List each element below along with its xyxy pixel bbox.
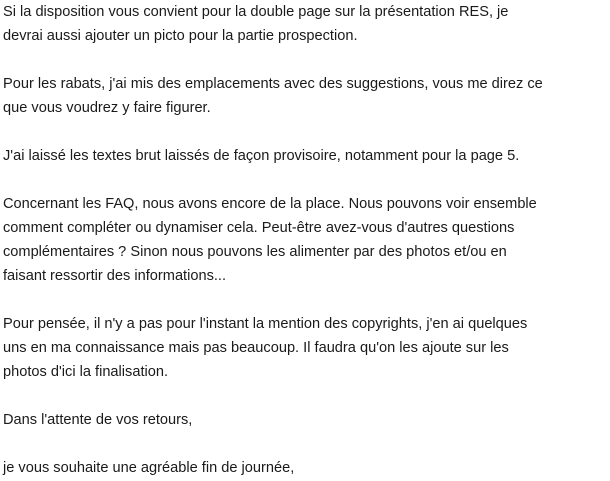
email-message-body (3, 0, 608, 480)
text-line: photos d'ici la finalisation. (3, 364, 169, 380)
paragraph-attente (3, 408, 608, 432)
paragraph-spacer (3, 120, 608, 144)
text-line: que vous voudrez y faire figurer. (3, 100, 211, 116)
paragraph-spacer (3, 384, 608, 408)
paragraph-spacer (3, 168, 608, 192)
text-line: uns en ma connaissance mais pas beaucoup. Il faudra qu'on les ajoute sur les (3, 340, 509, 356)
paragraph-picto (3, 0, 608, 48)
text-line: faisant ressortir des informations... (3, 268, 227, 284)
text-line: complémentaires ? Sinon nous pouvons les alimenter par des photos et/ou en (3, 244, 507, 260)
paragraph-rabats (3, 72, 608, 120)
paragraph-faq (3, 192, 608, 288)
text-line: Concernant les FAQ, nous avons encore de la place. Nous pouvons voir ensemble (3, 196, 537, 212)
paragraph-spacer (3, 432, 608, 456)
paragraph-copyrights (3, 312, 608, 384)
paragraph-spacer (3, 48, 608, 72)
paragraph-textes (3, 144, 608, 168)
text-line: Pour pensée, il n'y a pas pour l'instant la mention des copyrights, j'en ai quelques (3, 316, 528, 332)
text-line: je vous souhaite une agréable fin de journée, (3, 460, 295, 476)
paragraph-closing (3, 456, 608, 480)
text-line: devrai aussi ajouter un picto pour la partie prospection. (3, 28, 358, 44)
text-line: J'ai laissé les textes brut laissés de façon provisoire, notamment pour la page 5. (3, 148, 520, 164)
text-line: Pour les rabats, j'ai mis des emplacements avec des suggestions, vous me direz ce (3, 76, 543, 92)
text-line: Si la disposition vous convient pour la double page sur la présentation RES, je (3, 4, 509, 20)
text-line: Dans l'attente de vos retours, (3, 412, 193, 428)
text-line: comment compléter ou dynamiser cela. Peut-être avez-vous d'autres questions (3, 220, 515, 236)
paragraph-spacer (3, 288, 608, 312)
